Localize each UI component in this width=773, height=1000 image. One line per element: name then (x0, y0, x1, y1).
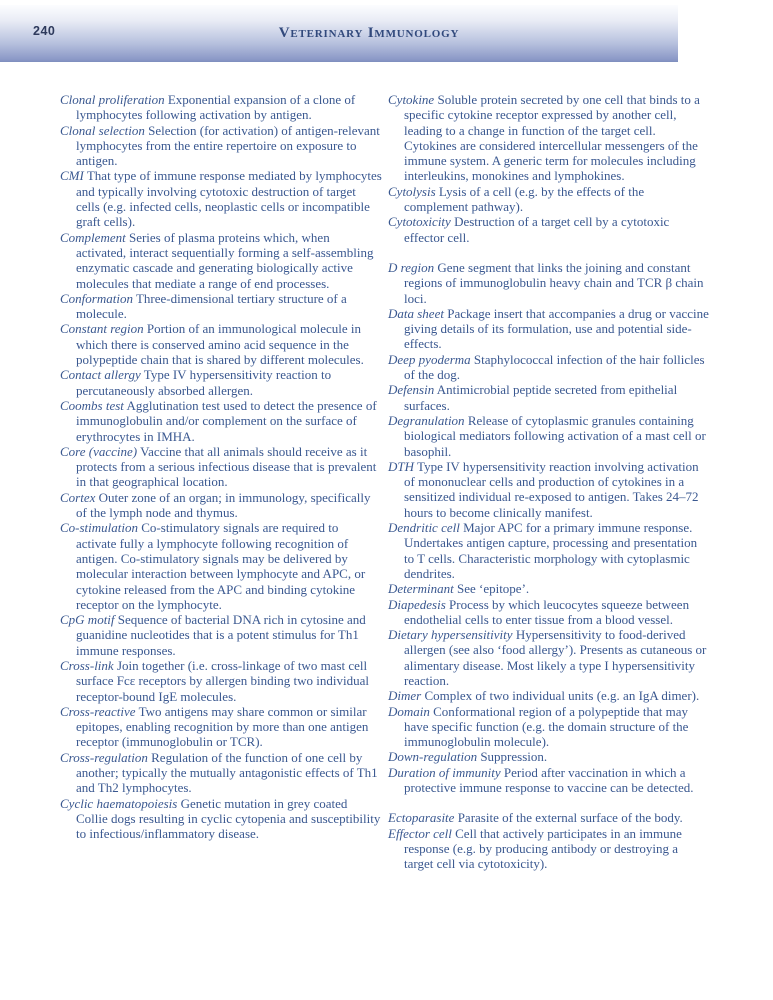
glossary-term: Cytotoxicity (388, 214, 451, 230)
glossary-definition: Genetic mutation in grey coated Collie dogs resulting in cyclic cytopenia and susceptibility to infectious/inflammatory disease. (76, 795, 381, 842)
glossary-entry (60, 704, 382, 750)
glossary-definition: Exponential expansion of a clone of lymphocytes following activation by antigen. (76, 92, 356, 123)
glossary-entry (388, 597, 710, 628)
glossary-term: Clonal selection (60, 122, 145, 138)
glossary-term: Cyclic haematopoiesis (60, 795, 178, 811)
glossary-entry (60, 123, 382, 169)
glossary-definition: Portion of an immunological molecule in which there is conserved amino acid sequence in the polypeptide chain that is shared by different molecules. (76, 321, 364, 368)
glossary-definition: Gene segment that links the joining and constant regions of immunoglobulin heavy chain and TCR β chain loci. (404, 259, 704, 306)
glossary-entry (388, 688, 710, 703)
glossary-entry (60, 750, 382, 796)
glossary-term: Core (vaccine) (60, 443, 138, 459)
glossary-definition: Staphylococcal infection of the hair follicles of the dog. (404, 351, 705, 383)
glossary-term: Cortex (60, 489, 96, 505)
glossary-term: CMI (60, 168, 84, 184)
glossary-entry (60, 490, 382, 521)
glossary-definition: Two antigens may share common or similar epitopes, enabling recognition by more than one antigen receptor (immunoglobulin or TCR). (76, 703, 369, 750)
glossary-entry (60, 444, 382, 490)
glossary-definition: Three-dimensional tertiary structure of a molecule. (76, 290, 347, 322)
glossary-definition: Regulation of the function of one cell by another; typically the mutually antagonistic effects of Th1 and Th2 lymphocytes. (76, 749, 378, 796)
glossary-term: Down-regulation (388, 749, 478, 765)
glossary-term: CpG motif (60, 612, 115, 628)
glossary-term: DTH (388, 458, 415, 474)
glossary-term: Cytolysis (388, 183, 436, 199)
glossary-definition: Complex of two individual units (e.g. an IgA dimer). (424, 688, 700, 704)
glossary-definition: Type IV hypersensitivity reaction involving activation of mononuclear cells and production of cytokines in a sensitized individual re-exposed to antigen. Takes 24–72 hours to become clinically manifest. (404, 458, 699, 520)
glossary-column-left (60, 92, 382, 842)
glossary-column-right (388, 92, 710, 872)
glossary-term: Diapedesis (388, 596, 446, 612)
glossary-term: Cross-regulation (60, 749, 148, 765)
glossary-definition: Process by which leucocytes squeeze between endothelial cells to enter tissue from a blood vessel. (404, 596, 690, 627)
glossary-entry (60, 291, 382, 322)
glossary-entry (60, 658, 382, 704)
glossary-entry (60, 321, 382, 367)
glossary-term: Degranulation (388, 412, 465, 428)
glossary-definition: Vaccine that all animals should receive as it protects from a serious infectious disease that is prevalent in that geographical location. (76, 443, 377, 490)
glossary-entry (60, 796, 382, 842)
glossary-term: Data sheet (388, 305, 444, 321)
glossary-definition: Agglutination test used to detect the presence of immunoglobulin and/or complement on the surface of erythrocytes in IMHA. (76, 397, 377, 444)
glossary-entry (60, 520, 382, 612)
glossary-term: Clonal proliferation (60, 92, 165, 107)
glossary-term: Contact allergy (60, 367, 141, 383)
glossary-entry (388, 627, 710, 688)
glossary-definition: Release of cytoplasmic granules containing biological mediators following activation of a mast cell or basophil. (404, 412, 706, 459)
glossary-term: Conformation (60, 290, 133, 306)
glossary-entry (388, 810, 710, 825)
glossary-definition: That type of immune response mediated by lymphocytes and typically involving cytotoxic destruction of target cells (e.g. infected cells, neoplastic cells or incompatible graft cells). (76, 168, 382, 230)
glossary-term: Cross-reactive (60, 703, 136, 719)
glossary-entry (60, 92, 382, 123)
glossary-definition: Cell that actively participates in an immune response (e.g. by producing antibody or destroying a target cell via cytotoxicity). (404, 825, 682, 872)
glossary-entry (388, 214, 710, 245)
glossary-entry (60, 398, 382, 444)
glossary-definition: Conformational region of a polypeptide that may have specific function (e.g. the domain structure of the immunoglobulin molecule). (404, 703, 689, 750)
glossary-term: Coombs test (60, 397, 124, 413)
glossary-term: Dimer (388, 688, 422, 704)
glossary-term: Duration of immunity (388, 764, 501, 780)
glossary-definition: Antimicrobial peptide secreted from epithelial surfaces. (404, 382, 678, 413)
glossary-term: Dendritic cell (388, 520, 460, 536)
glossary-term: Domain (388, 703, 430, 719)
glossary-definition: Package insert that accompanies a drug or vaccine giving details of its formulation, use and potential side-effects. (404, 305, 709, 352)
glossary-definition: Outer zone of an organ; in immunology, specifically of the lymph node and thymus. (76, 489, 371, 521)
glossary-definition: Destruction of a target cell by a cytotoxic effector cell. (404, 214, 670, 245)
glossary-definition: Parasite of the external surface of the body. (457, 810, 683, 826)
glossary-term: Effector cell (388, 825, 452, 841)
glossary-entry (60, 367, 382, 398)
glossary-term: Cytokine (388, 92, 435, 107)
glossary-entry (388, 184, 710, 215)
glossary-definition: Period after vaccination in which a protective immune response to vaccine can be detected. (404, 764, 694, 796)
glossary-entry (388, 92, 710, 184)
glossary-entry (388, 826, 710, 872)
glossary-term: Determinant (388, 581, 454, 597)
glossary-term: Ectoparasite (388, 810, 455, 826)
glossary-term: Complement (60, 229, 126, 245)
glossary-entry (388, 306, 710, 352)
glossary-term: Co-stimulation (60, 520, 139, 536)
glossary-entry (388, 459, 710, 520)
glossary-definition: Soluble protein secreted by one cell that binds to a specific cytokine receptor expressed by another cell, leading to a change in function of the target cell. Cytokines are considered intercellular messengers of the immune system. A generic term for molecules including interleukins, monokines and lymphokines. (404, 92, 700, 184)
glossary-term: Constant region (60, 321, 144, 337)
glossary-entry (388, 704, 710, 750)
glossary-entry (388, 352, 710, 383)
glossary-definition: Selection (for activation) of antigen-relevant lymphocytes from the entire repertoire on exposure to antigen. (76, 122, 380, 169)
glossary-definition: Suppression. (480, 749, 548, 765)
glossary-entry (388, 749, 710, 764)
glossary-definition: Series of plasma proteins which, when activated, interact sequentially forming a self-assembling enzymatic cascade and generating biologically active molecules that mediate a range of end processes. (76, 229, 374, 291)
glossary-term: Deep pyoderma (388, 351, 471, 367)
glossary-definition: Join together (i.e. cross-linkage of two mast cell surface Fcε receptors by allergen binding two individual receptor-bound IgE molecules. (76, 657, 369, 704)
glossary-definition: Type IV hypersensitivity reaction to percutaneously absorbed allergen. (76, 367, 332, 398)
glossary-entry (388, 520, 710, 581)
running-title: Veterinary Immunology (278, 25, 460, 41)
glossary-definition: Lysis of a cell (e.g. by the effects of the complement pathway). (404, 183, 645, 215)
glossary-entry (60, 230, 382, 291)
glossary-entry (388, 581, 710, 596)
glossary-definition: Sequence of bacterial DNA rich in cytosine and guanidine nucleotides that is a potent stimulus for Th1 immune responses. (76, 612, 366, 658)
glossary-term: D region (388, 259, 435, 275)
glossary-term: Cross-link (60, 657, 114, 673)
glossary-entry (388, 413, 710, 459)
glossary-definition: Major APC for a primary immune response. Undertakes antigen capture, processing and presentation to T cells. Characteristic morphology with cytoplasmic dendrites. (404, 520, 698, 581)
glossary-term: Dietary hypersensitivity (388, 627, 513, 643)
page-number: 240 (33, 24, 56, 38)
glossary-entry (388, 382, 710, 413)
glossary-entry (388, 260, 710, 306)
glossary-entry (60, 168, 382, 229)
glossary-definition: See ‘epitope’. (456, 581, 530, 597)
glossary-entry (388, 765, 710, 796)
glossary-definition: Co-stimulatory signals are required to activate fully a lymphocyte following recognition of antigen. Co-stimulatory signals may be delivered by molecular interaction between lymphocyte and APC, or cytokine released from the APC and binding cytokine receptor on the lymphocyte. (76, 520, 366, 612)
glossary-term: Defensin (388, 382, 435, 398)
glossary-definition: Hypersensitivity to food-derived allergen (see also ‘food allergy’). Presents as cutaneous or alimentary disease. Most likely a type I hypersensitivity reaction. (404, 627, 707, 688)
glossary-entry (60, 612, 382, 658)
